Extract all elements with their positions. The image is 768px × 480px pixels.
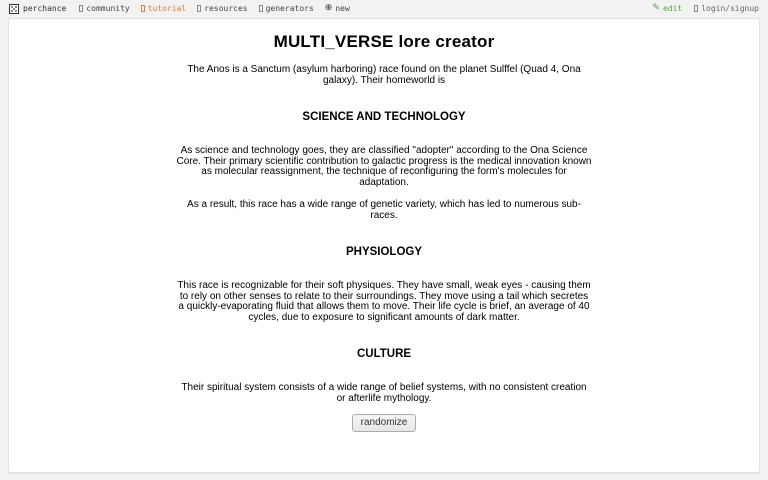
perchance-logo-link[interactable] (9, 4, 66, 14)
generator-output-card (8, 18, 760, 473)
nav-label: tutorial (147, 4, 187, 13)
nav-item-community[interactable] (79, 4, 129, 13)
top-nav-left (9, 4, 361, 14)
randomize-button-row (176, 414, 592, 432)
edit-label: edit (662, 4, 683, 13)
section-heading-physiology: PHYSIOLOGY (345, 246, 423, 258)
randomize-button[interactable]: randomize (352, 414, 417, 432)
nav-item-new[interactable] (325, 4, 350, 13)
section-heading-culture: CULTURE (356, 348, 412, 360)
nav-item-generators[interactable] (259, 4, 314, 13)
tutorial-icon (141, 5, 145, 12)
intro-paragraph: The Anos is a Sanctum (asylum harboring) race found on the planet Sulffel (Quad 4, Ona galaxy). Their homeworld is (187, 64, 581, 86)
dice-logo-icon (9, 4, 19, 14)
physiology-paragraph: This race is recognizable for their soft physiques. They have small, weak eyes - causing them to rely on other senses to relate to their surroundings. They move using a tail which secretes a quickly-evaporating fluid that allows them to move. Their life cycle is brief, an average of 40 cycles, due to exposure to significant amounts of dark matter. (177, 280, 591, 323)
brand-label: perchance (23, 4, 67, 13)
top-nav-bar (0, 0, 768, 17)
user-icon (694, 5, 698, 12)
science-paragraph-1: As science and technology goes, they are classified "adopter" according to the Ona Science Core. Their primary scientific contribution to galactic progress is the medical innovation known as molecular reassignment, the technique of reconfiguring the form's molecules for adaptation. (176, 145, 592, 188)
culture-paragraph: Their spiritual system consists of a wide range of belief systems, with no consistent creation or afterlife mythology. (181, 382, 587, 404)
nav-label: community (86, 4, 130, 13)
pencil-icon: ✎ (652, 3, 660, 13)
community-icon (79, 5, 83, 12)
generator-content (176, 19, 592, 432)
generators-icon (259, 5, 263, 12)
nav-item-resources[interactable] (197, 4, 247, 13)
nav-label: generators (265, 4, 314, 13)
top-nav-right (640, 4, 759, 13)
globe-plus-icon: ⊕ (324, 3, 333, 13)
page-title: MULTI_VERSE lore creator (273, 32, 495, 51)
login-label: login/signup (701, 4, 759, 13)
section-heading-science: SCIENCE AND TECHNOLOGY (302, 111, 466, 123)
login-signup-link[interactable] (694, 4, 759, 13)
resources-icon (197, 5, 201, 12)
nav-label: new (335, 4, 350, 13)
science-paragraph-2: As a result, this race has a wide range of genetic variety, which has led to numerous sub-races. (187, 199, 581, 221)
nav-item-tutorial[interactable] (141, 4, 187, 13)
edit-link[interactable] (652, 4, 682, 13)
nav-label: resources (204, 4, 248, 13)
